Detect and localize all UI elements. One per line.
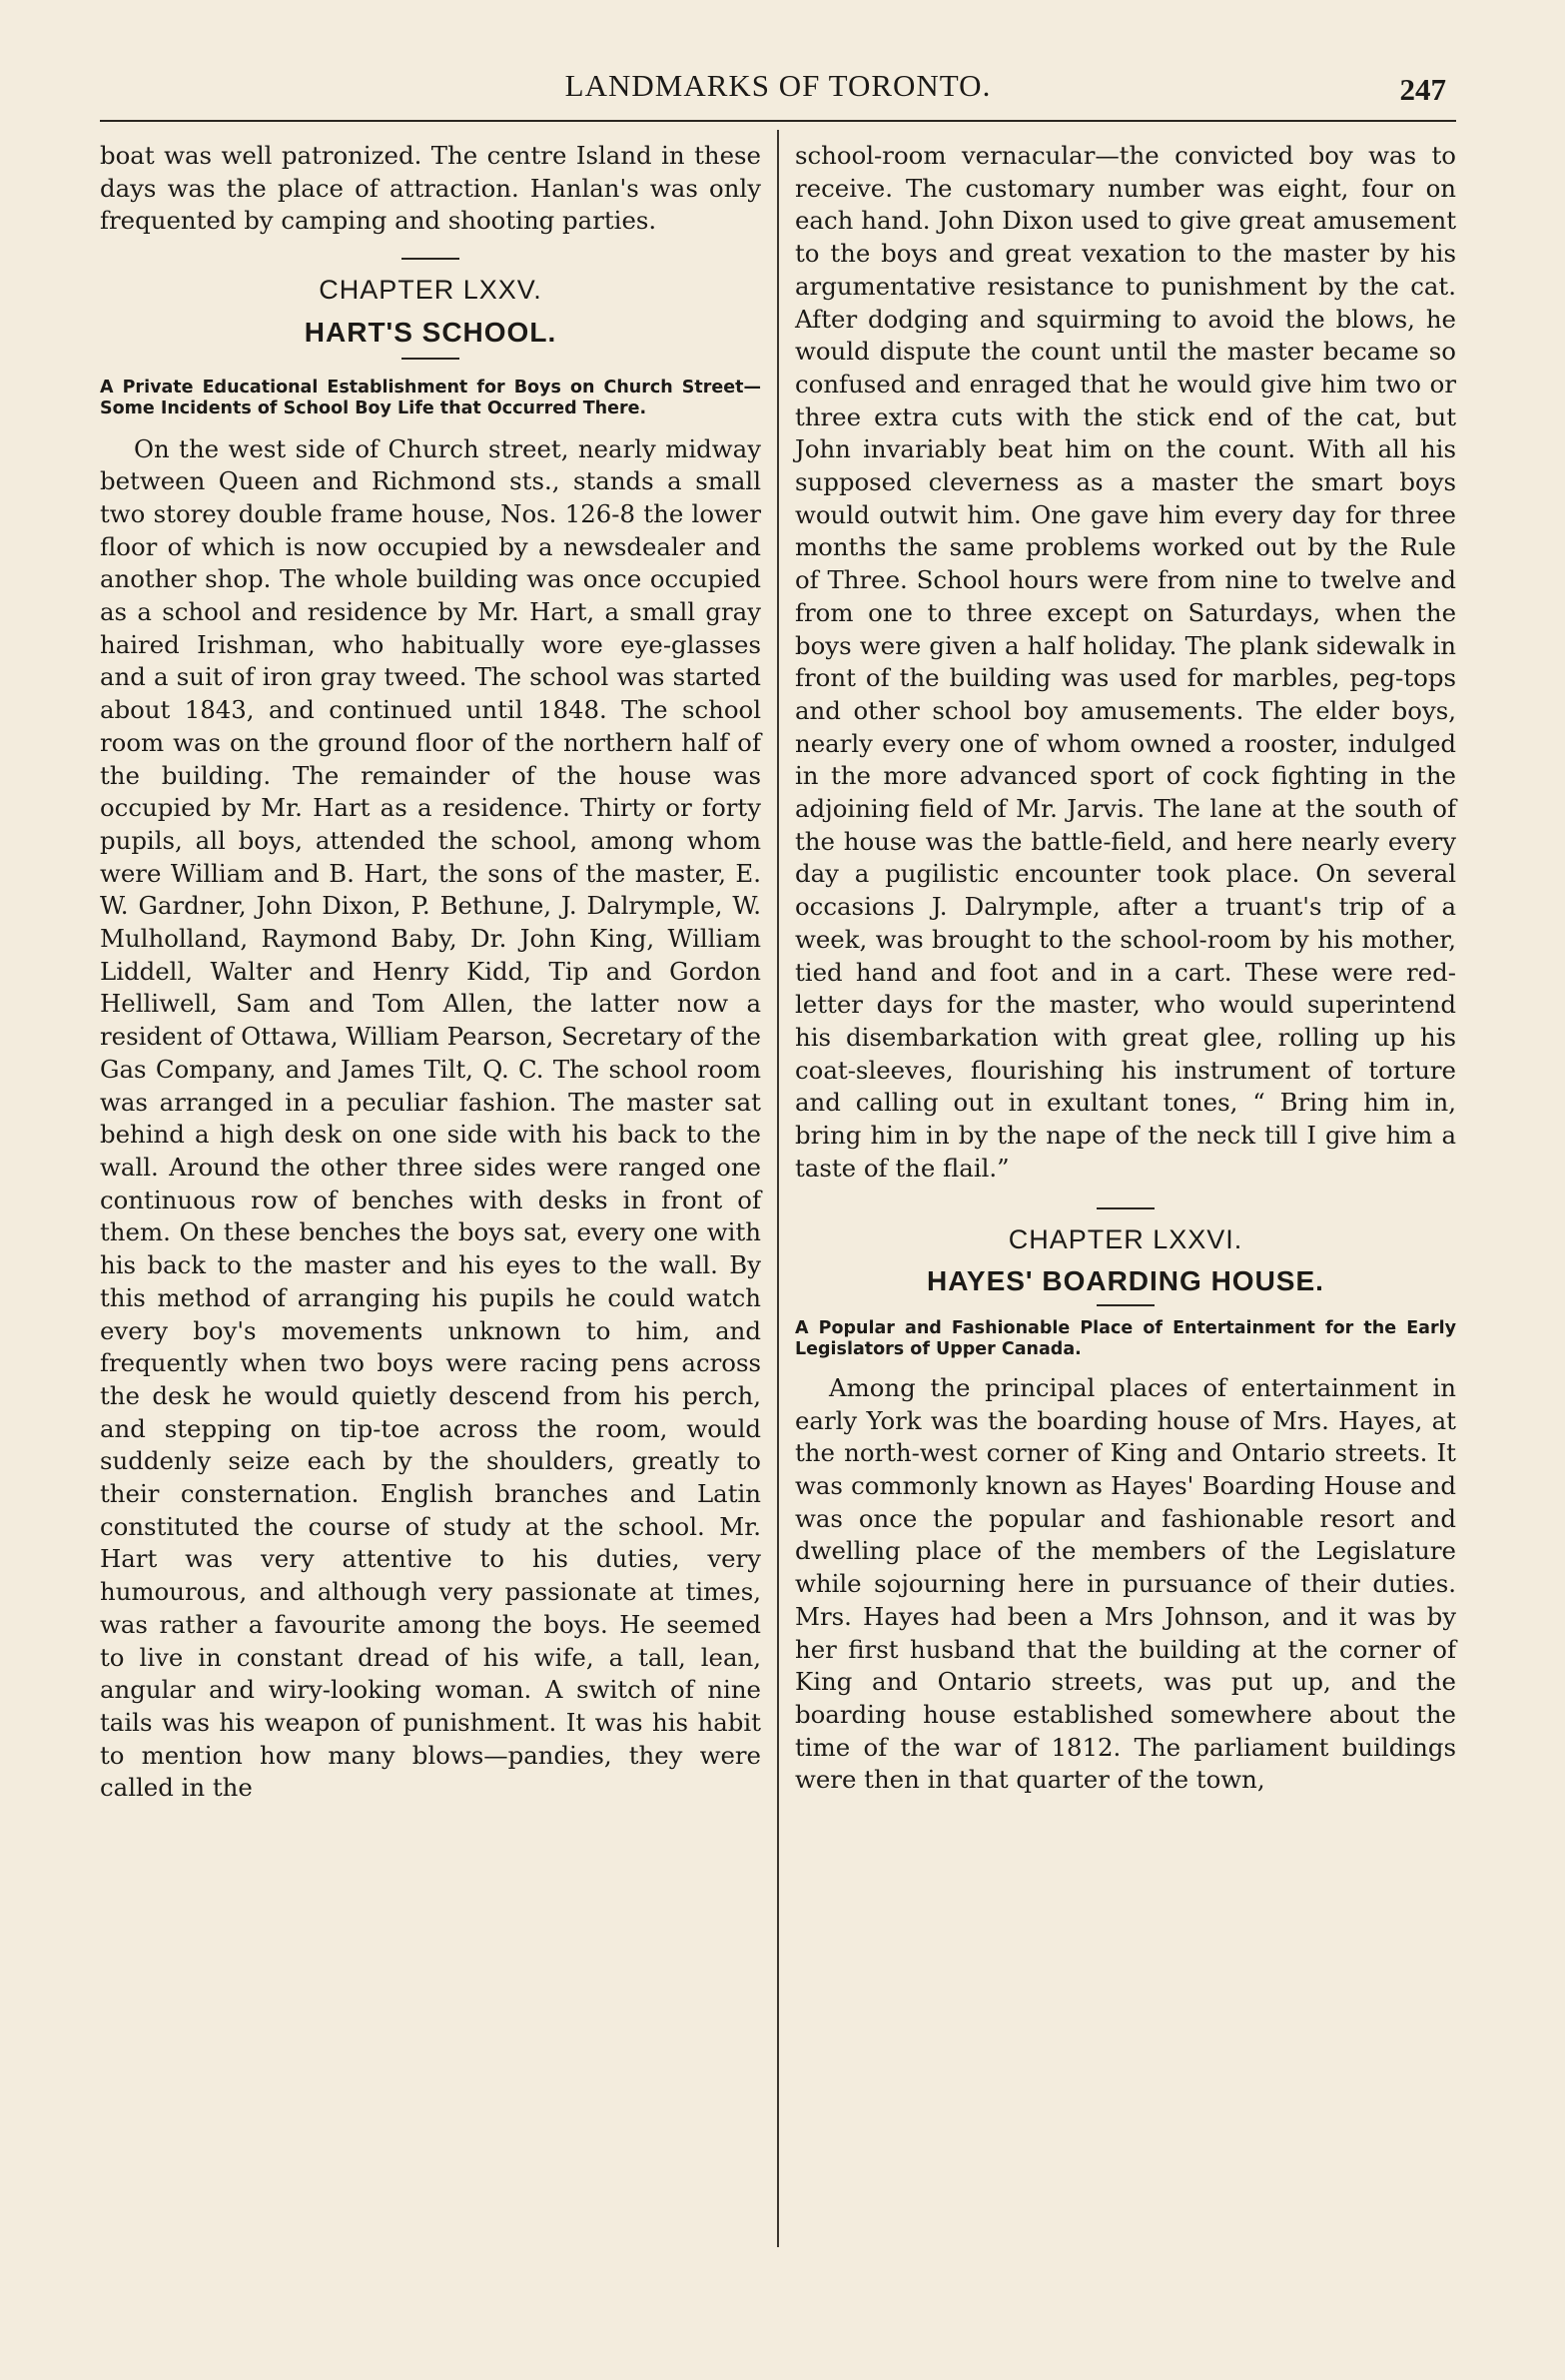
header-rule — [100, 120, 1456, 122]
page-number: 247 — [1399, 72, 1446, 107]
page-header — [100, 68, 1456, 114]
chapter-title: HAYES' BOARDING HOUSE. — [927, 1265, 1324, 1297]
column-divider — [777, 130, 779, 2247]
chapter-separator-rule — [401, 258, 459, 260]
opening-paragraph: boat was well patronized. The centre Island in these days was the place of attraction. Hanlan's was only frequented by camping and shooting parties. — [100, 141, 761, 236]
chapter-body-paragraph: On the west side of Church street, nearly midway between Queen and Richmond sts., stands a small two storey double frame house, Nos. 126-8 the lower floor of which is now occupied by a newsdealer and another shop. The whole building was once occupied as a school and residence by Mr. Hart, a small gray haired Irishman, who habitually wore eye-glasses and a suit of iron gray tweed. The school was started about 1843, and continued until 1848. The school room was on the ground floor of the northern half of the building. The remainder of the house was occupied by Mr. Hart as a residence. Thirty or forty pupils, all boys, attended the school, among whom were William and B. Hart, the sons of the master, E. W. Gardner, John Dixon, P. Bethune, J. Dalrymple, W. Mulholland, Raymond Baby, Dr. John King, William Liddell, Walter and Henry Kidd, Tip and Gordon Helliwell, Sam and Tom Allen, the latter now a resident of Ottawa, William Pearson, Secretary of the Gas Company, and James Tilt, Q. C. The school room was arranged in a peculiar fashion. The master sat behind a high desk on one side with his back to the wall. Around the other three sides were ranged one continuous row of benches with desks in front of them. On these benches the boys sat, every one with his back to the master and his eyes to the wall. By this method of arranging his pupils he could watch every boy's movements unknown to him, and frequently when two boys were racing pens across the desk he would quietly descend from his perch, and stepping on tip-toe across the room, would suddenly seize each by the shoulders, greatly to their consternation. English branches and Latin constituted the course of study at the school. Mr. Hart was very attentive to his duties, very humourous, and although very passionate at times, was rather a favourite among the boys. He seemed to live in constant dread of his wife, a tall, lean, angular and wiry-looking woman. A switch of nine tails was his weapon of punishment. It was his habit to mention how many blows—pandies, they were called in the — [100, 433, 761, 1803]
running-title: LANDMARKS OF TORONTO. — [564, 68, 992, 103]
chapter-body-paragraph: Among the principal places of entertainment in early York was the boarding house of Mrs. Hayes, at the north-west corner of King and Ontario streets. It was commonly known as Hayes' Boarding House and was once the popular and fashionable resort and dwelling place of the members of the Legislature while sojourning here in pursuance of their duties. Mrs. Hayes had been a Mrs Johnson, and it was by her first husband that the building at the corner of King and Ontario streets, was put up, and the boarding house established somewhere about the time of the war of 1812. The parliament buildings were then in that quarter of the town, — [795, 1372, 1456, 1795]
continued-paragraph: school-room vernacular—the convicted boy was to receive. The customary number was eight, four on each hand. John Dixon used to give great amusement to the boys and great vexation to the master by his argumentative resistance to punishment by the cat. After dodging and squirming to avoid the blows, he would dispute the count until the master became so confused and enraged that he would give him two or three extra cuts with the stick end of the cat, but John invariably beat him on the count. With all his supposed cleverness as a master the smart boys would outwit him. One gave him every day for three months the same problems worked out by the Rule of Three. School hours were from nine to twelve and from one to three except on Saturdays, when the boys were given a half holiday. The plank sidewalk in front of the building was used for marbles, peg-tops and other school boy amusements. The elder boys, nearly every one of whom owned a rooster, indulged in the more advanced sport of cock fighting in the adjoining field of Mr. Jarvis. The lane at the south of the house was the battle-field, and here nearly every day a pugilistic encounter took place. On several occasions J. Dalrymple, after a truant's trip of a week, was brought to the school-room by his mother, tied hand and foot and in a cart. These were red-letter days for the master, who would superintend his disembarkation with great glee, rolling up his coat-sleeves, flourishing his instrument of torture and calling out in exultant tones, “ Bring him in, bring him in by the nape of the neck till I give him a taste of the flail.” — [795, 141, 1456, 1183]
chapter-title: HART'S SCHOOL. — [304, 316, 557, 348]
chapter-number: CHAPTER LXXV. — [319, 275, 542, 306]
title-underline-rule — [1097, 1304, 1155, 1306]
chapter-number: CHAPTER LXXVI. — [1008, 1223, 1243, 1254]
chapter-summary: A Private Educational Establishment for Boys on Church Street—Some Incidents of School Boy Life that Occurred There. — [100, 377, 761, 418]
title-underline-rule — [401, 358, 459, 360]
chapter-summary: A Popular and Fashionable Place of Entertainment for the Early Legislators of Upper Canada. — [795, 1317, 1456, 1359]
left-column — [100, 140, 761, 1805]
right-column — [795, 140, 1456, 1797]
chapter-separator-rule — [1097, 1207, 1155, 1209]
